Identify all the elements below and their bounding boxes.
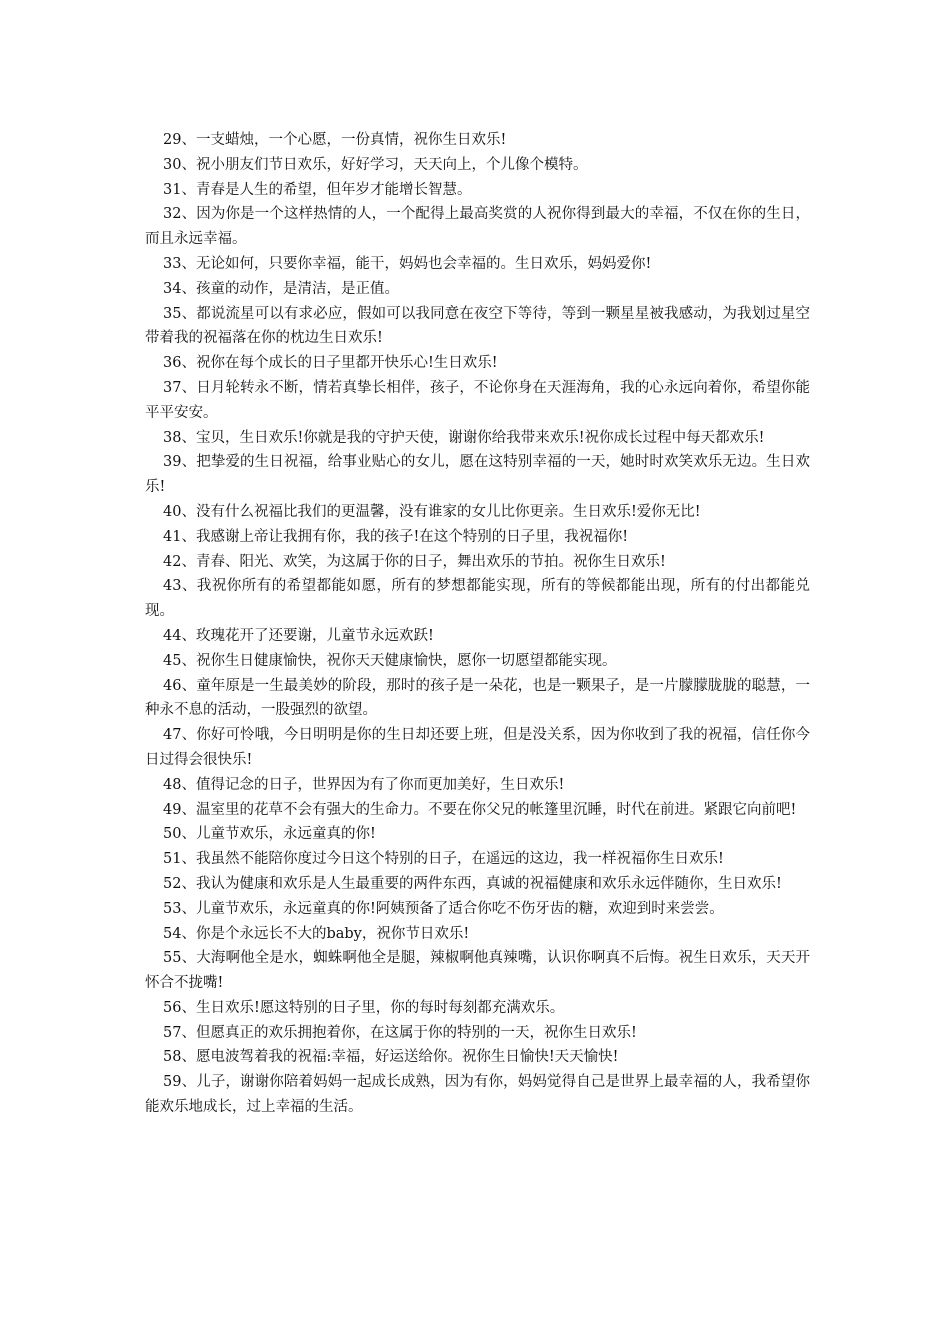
- item-separator: 、: [181, 776, 196, 793]
- item-separator: 、: [181, 454, 197, 471]
- item-separator: 、: [181, 1049, 196, 1066]
- item-number: 50: [163, 826, 182, 843]
- list-item: [145, 351, 810, 376]
- item-number: 57: [163, 1024, 182, 1041]
- item-separator: 、: [181, 851, 196, 868]
- item-separator: 、: [181, 156, 196, 173]
- list-item: [145, 574, 810, 624]
- item-number: 58: [163, 1049, 182, 1066]
- item-separator: 、: [181, 206, 197, 223]
- list-item: [145, 773, 810, 798]
- list-item: [145, 922, 810, 947]
- item-separator: 、: [181, 652, 196, 669]
- item-separator: 、: [181, 503, 196, 520]
- item-text: 因为你是一个这样热情的人，一个配得上最高奖赏的人祝你得到最大的幸福，不仅在你的生日，而且永远幸福。: [145, 206, 811, 248]
- item-number: 53: [163, 900, 182, 917]
- wish-list: [145, 128, 810, 1120]
- item-separator: 、: [181, 925, 196, 942]
- item-text: 温室里的花草不会有强大的生命力。不要在你父兄的帐篷里沉睡，时代在前进。紧跟它向前吧!: [195, 801, 797, 818]
- item-text: 生日欢乐!愿这特别的日子里，你的每时每刻都充满欢乐。: [195, 999, 565, 1016]
- item-separator: 、: [181, 999, 196, 1016]
- item-text: 玫瑰花开了还要谢，儿童节永远欢跃!: [195, 627, 434, 644]
- item-text: 大海啊他全是水，蜘蛛啊他全是腿，辣椒啊他真辣嘴，认识你啊真不后悔。祝生日欢乐，天天开怀合不拢嘴!: [145, 950, 811, 992]
- item-text: 儿童节欢乐，永远童真的你!: [195, 826, 376, 843]
- item-separator: 、: [181, 677, 197, 694]
- item-number: 56: [163, 999, 182, 1016]
- item-number: 35: [163, 305, 182, 322]
- item-number: 55: [163, 950, 182, 967]
- item-separator: 、: [181, 132, 196, 148]
- item-number: 34: [163, 280, 182, 297]
- item-separator: 、: [181, 826, 196, 843]
- item-separator: 、: [181, 578, 197, 595]
- item-number: 40: [163, 503, 182, 520]
- item-separator: 、: [181, 280, 196, 297]
- list-item: [145, 847, 810, 872]
- item-text: 我感谢上帝让我拥有你，我的孩子!在这个特别的日子里，我祝福你!: [195, 528, 629, 545]
- item-number: 46: [163, 677, 182, 694]
- item-text: 我虽然不能陪你度过今日这个特别的日子，在遥远的这边，我一样祝福你生日欢乐!: [195, 851, 724, 868]
- item-separator: 、: [181, 553, 196, 570]
- item-text: 你是个永远长不大的baby，祝你节日欢乐!: [195, 925, 470, 942]
- item-text: 一支蜡烛，一个心愿，一份真情，祝你生日欢乐!: [195, 132, 507, 148]
- list-item: [145, 376, 810, 426]
- list-item: [145, 872, 810, 897]
- item-text: 孩童的动作，是清洁，是正值。: [195, 280, 399, 297]
- item-text: 没有什么祝福比我们的更温馨，没有谁家的女儿比你更亲。生日欢乐!爱你无比!: [195, 503, 701, 520]
- item-number: 49: [163, 801, 182, 818]
- item-number: 45: [163, 652, 182, 669]
- item-text: 祝你在每个成长的日子里都开快乐心!生日欢乐!: [195, 355, 498, 372]
- item-number: 33: [163, 255, 182, 272]
- item-separator: 、: [181, 900, 196, 917]
- item-number: 31: [163, 181, 182, 198]
- list-item: [145, 202, 810, 252]
- list-item: [145, 1021, 810, 1046]
- list-item: [145, 1045, 810, 1070]
- list-item: [145, 1070, 810, 1120]
- item-separator: 、: [181, 379, 197, 396]
- list-item: [145, 302, 810, 352]
- list-item: [145, 798, 810, 823]
- item-separator: 、: [181, 355, 196, 372]
- item-text: 但愿真正的欢乐拥抱着你，在这属于你的特别的一天，祝你生日欢乐!: [195, 1024, 637, 1041]
- list-item: [145, 996, 810, 1021]
- item-number: 30: [163, 156, 182, 173]
- list-item: [145, 624, 810, 649]
- item-number: 29: [163, 132, 182, 148]
- list-item: [145, 128, 810, 153]
- list-item: [145, 178, 810, 203]
- list-item: [145, 550, 810, 575]
- item-number: 39: [163, 454, 182, 471]
- item-text: 值得记念的日子，世界因为有了你而更加美好，生日欢乐!: [195, 776, 565, 793]
- list-item: [145, 723, 810, 773]
- item-separator: 、: [181, 727, 197, 744]
- item-number: 42: [163, 553, 182, 570]
- item-text: 日月轮转永不断，情若真挚长相伴，孩子，不论你身在天涯海角，我的心永远向着你，希望你能平平安安。: [145, 379, 811, 421]
- item-number: 37: [163, 379, 182, 396]
- item-text: 宝贝，生日欢乐!你就是我的守护天使，谢谢你给我带来欢乐!祝你成长过程中每天都欢乐!: [195, 429, 765, 446]
- item-text: 把挚爱的生日祝福，给事业贴心的女儿，愿在这特别幸福的一天，她时时欢笑欢乐无边。生日欢乐!: [145, 454, 811, 496]
- item-separator: 、: [181, 255, 196, 272]
- item-number: 52: [163, 875, 182, 892]
- item-text: 都说流星可以有求必应，假如可以我同意在夜空下等待，等到一颗星星被我感动，为我划过星空带着我的祝福落在你的枕边生日欢乐!: [145, 305, 811, 347]
- item-text: 我祝你所有的希望都能如愿，所有的梦想都能实现，所有的等候都能出现，所有的付出都能兑现。: [145, 578, 811, 620]
- item-text: 我认为健康和欢乐是人生最重要的两件东西，真诚的祝福健康和欢乐永远伴随你，生日欢乐!: [195, 875, 782, 892]
- item-number: 36: [163, 355, 182, 372]
- item-separator: 、: [181, 1024, 196, 1041]
- item-text: 愿电波驾着我的祝福:幸福，好运送给你。祝你生日愉快!天天愉快!: [195, 1049, 619, 1066]
- item-number: 32: [163, 206, 182, 223]
- item-separator: 、: [181, 181, 196, 198]
- item-text: 青春是人生的希望，但年岁才能增长智慧。: [195, 181, 472, 198]
- item-separator: 、: [181, 429, 196, 446]
- list-item: [145, 450, 810, 500]
- list-item: [145, 277, 810, 302]
- list-item: [145, 897, 810, 922]
- item-separator: 、: [181, 627, 196, 644]
- item-text: 祝小朋友们节日欢乐，好好学习，天天向上，个儿像个模特。: [195, 156, 588, 173]
- item-text: 青春、阳光、欢笑，为这属于你的日子，舞出欢乐的节拍。祝你生日欢乐!: [195, 553, 666, 570]
- item-text: 你好可怜哦，今日明明是你的生日却还要上班，但是没关系，因为你收到了我的祝福，信任你今日过得会很快乐!: [145, 727, 811, 768]
- item-separator: 、: [181, 528, 196, 545]
- item-text: 祝你生日健康愉快，祝你天天健康愉快，愿你一切愿望都能实现。: [195, 652, 617, 669]
- list-item: [145, 674, 810, 724]
- list-item: [145, 649, 810, 674]
- item-number: 51: [163, 851, 182, 868]
- item-separator: 、: [181, 801, 196, 818]
- item-text: 无论如何，只要你幸福，能干，妈妈也会幸福的。生日欢乐，妈妈爱你!: [195, 255, 652, 272]
- item-number: 59: [163, 1074, 182, 1091]
- item-separator: 、: [181, 875, 196, 892]
- item-separator: 、: [181, 950, 197, 967]
- list-item: [145, 822, 810, 847]
- list-item: [145, 153, 810, 178]
- item-number: 41: [163, 528, 182, 545]
- item-text: 儿童节欢乐，永远童真的你!阿姨预备了适合你吃不伤牙齿的糖，欢迎到时来尝尝。: [195, 900, 724, 917]
- item-number: 43: [163, 578, 182, 595]
- item-separator: 、: [181, 305, 197, 322]
- item-number: 38: [163, 429, 182, 446]
- item-number: 44: [163, 627, 182, 644]
- item-text: 童年原是一生最美妙的阶段，那时的孩子是一朵花，也是一颗果子，是一片朦朦胧胧的聪慧，一种永不息的活动，一股强烈的欲望。: [145, 677, 811, 719]
- list-item: [145, 252, 810, 277]
- list-item: [145, 426, 810, 451]
- list-item: [145, 500, 810, 525]
- item-number: 48: [163, 776, 182, 793]
- item-number: 54: [163, 925, 182, 942]
- list-item: [145, 525, 810, 550]
- item-separator: 、: [181, 1074, 197, 1091]
- item-text: 儿子，谢谢你陪着妈妈一起成长成熟，因为有你，妈妈觉得自己是世界上最幸福的人，我希望你能欢乐地成长，过上幸福的生活。: [145, 1074, 811, 1116]
- list-item: [145, 946, 810, 996]
- item-number: 47: [163, 727, 182, 744]
